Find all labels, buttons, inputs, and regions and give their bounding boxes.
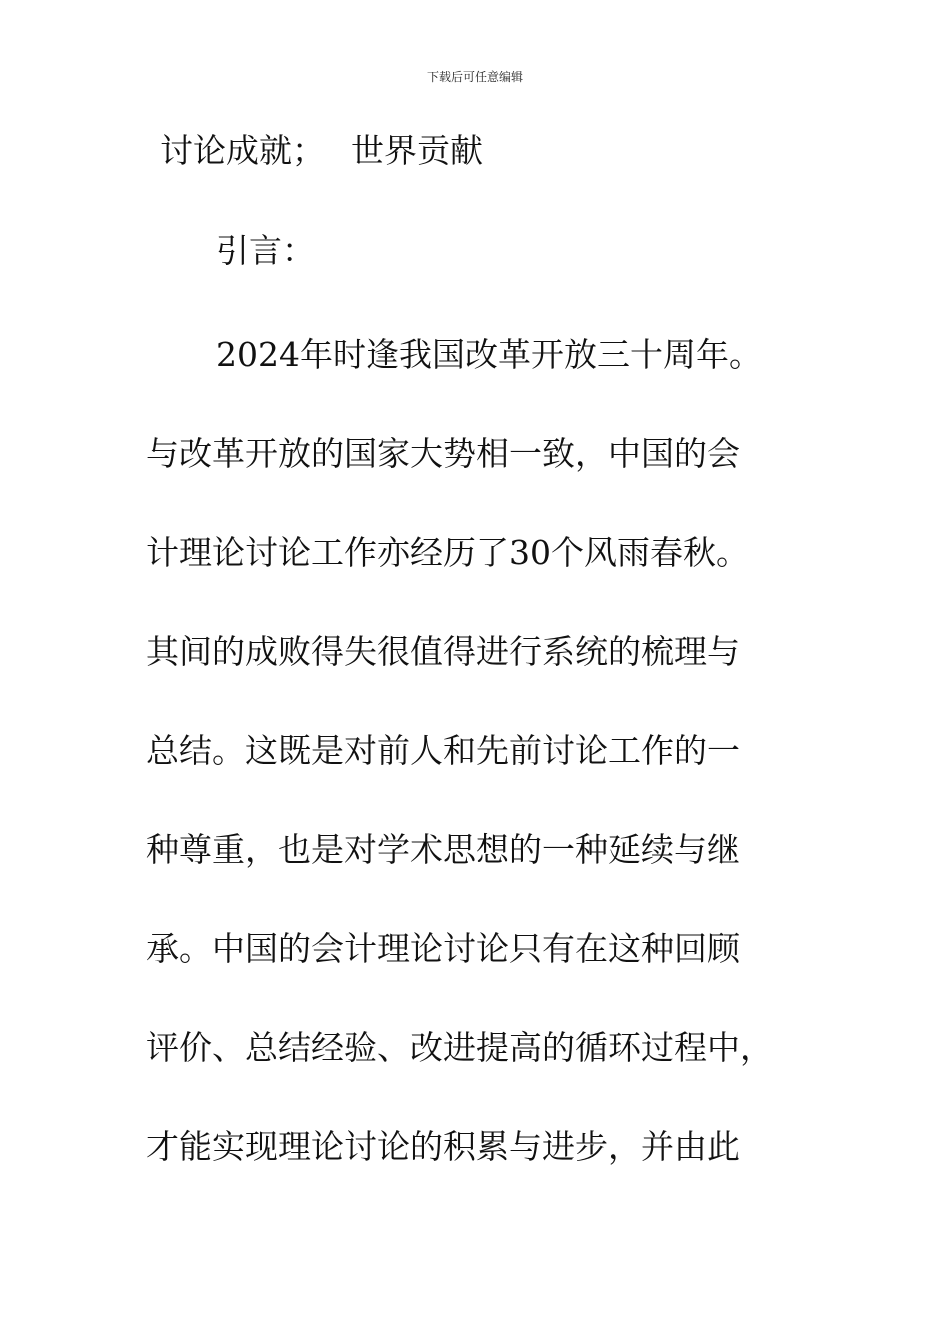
keyword-achievement: 讨论成就； <box>160 131 325 170</box>
body-line: 与改革开放的国家大势相一致，中国的会 <box>146 434 740 473</box>
body-line: 才能实现理论讨论的积累与进步，并由此 <box>146 1127 740 1166</box>
body-line: 2024年时逢我国改革开放三十周年。 <box>216 335 762 374</box>
body-line: 其间的成败得失很值得进行系统的梳理与 <box>146 632 740 671</box>
body-line: 评价、总结经验、改进提高的循环过程中， <box>146 1028 773 1067</box>
keywords-line <box>160 131 483 171</box>
body-line: 种尊重，也是对学术思想的一种延续与继 <box>146 830 740 869</box>
header-note: 下载后可任意编辑 <box>426 70 523 84</box>
body-line: 计理论讨论工作亦经历了30个风雨春秋。 <box>146 533 749 572</box>
keyword-world-contribution: 世界贡献 <box>351 131 483 170</box>
body-line: 总结。这既是对前人和先前讨论工作的一 <box>146 731 740 770</box>
body-line: 承。中国的会计理论讨论只有在这种回顾 <box>146 929 740 968</box>
intro-heading: 引言： <box>216 231 315 270</box>
